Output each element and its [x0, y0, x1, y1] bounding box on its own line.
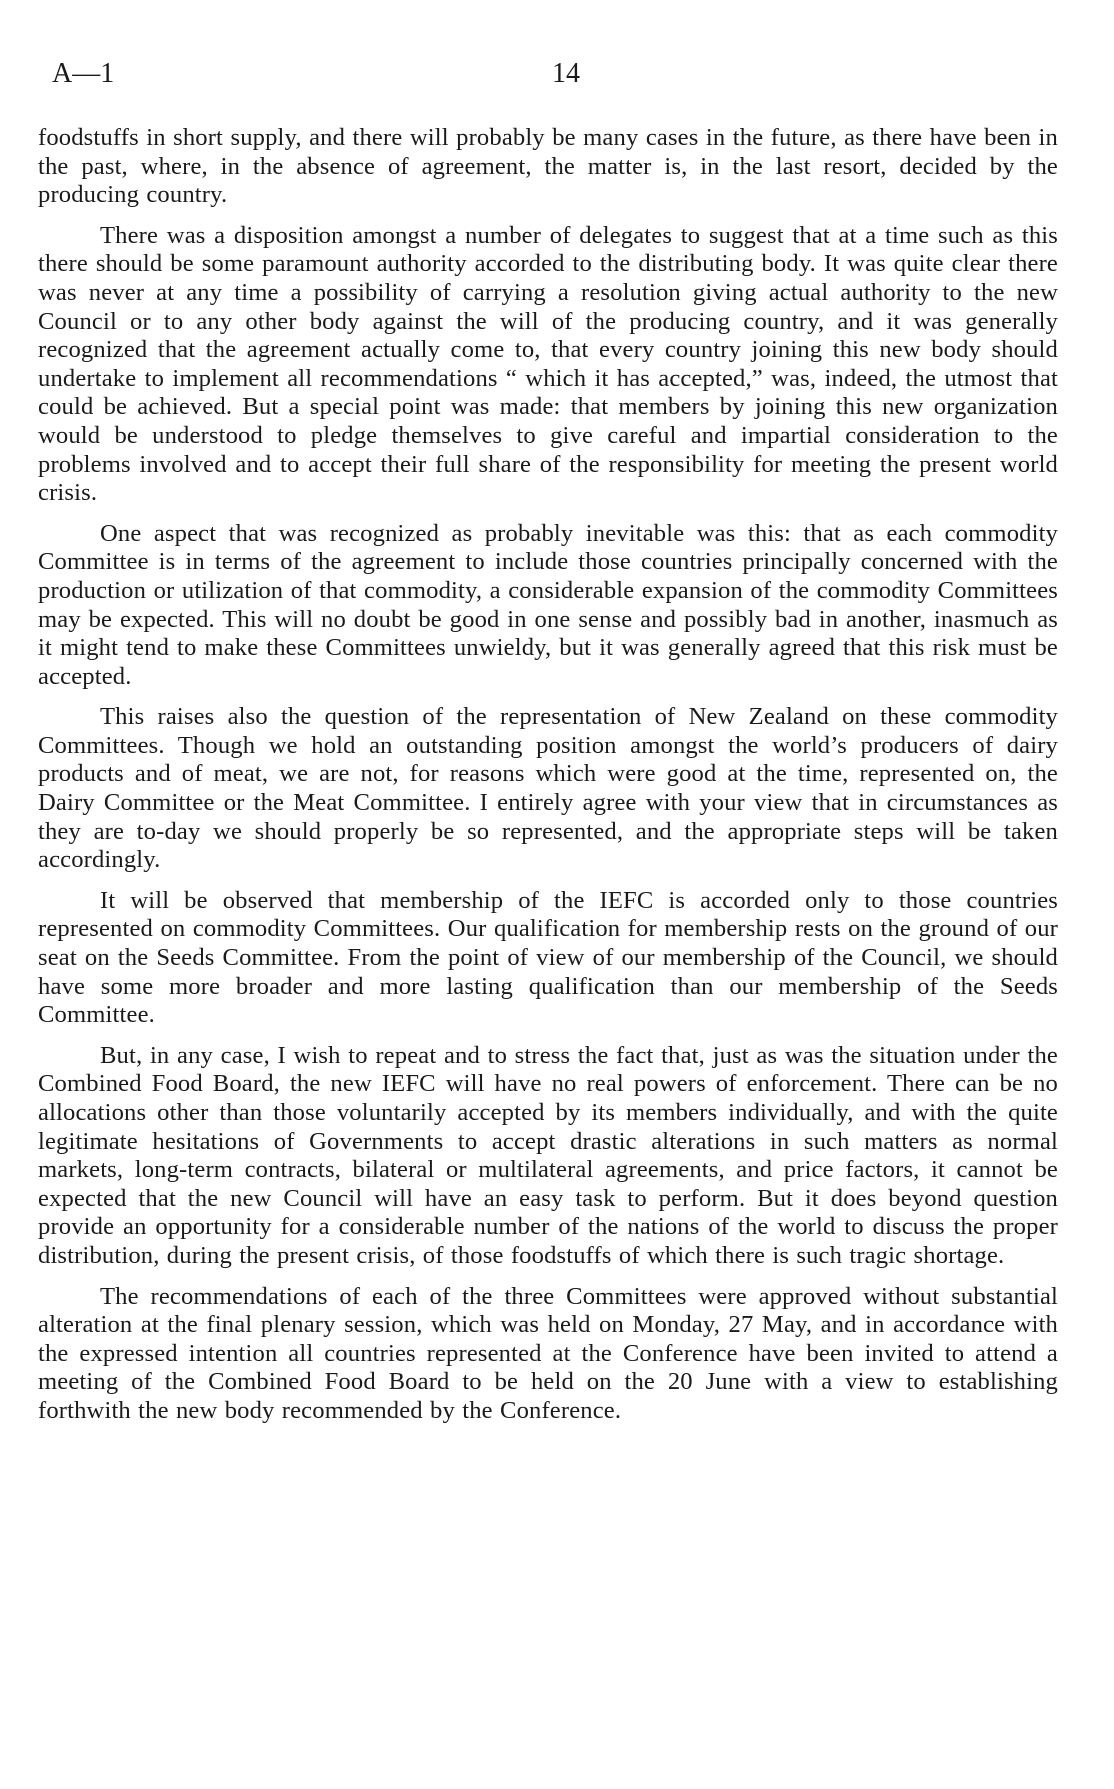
document-series-code: A—1	[52, 58, 115, 89]
paragraph-nz-representation: This raises also the question of the representation of New Zealand on these commodity Committees. Though we hold an outstanding position amongst the world’s producers of dairy products and of meat, we are not, for reasons which were good at the time, represented on, the Dairy Committee or the Meat Committee. I entirely agree with your view that in circumstances as they are to-day we should properly be so represented, and the appropriate steps will be taken accordingly.	[38, 703, 1058, 874]
running-header	[38, 58, 1058, 102]
paragraph-paramount-authority: There was a disposition amongst a number of delegates to suggest that at a time such as this there should be some paramount authority accorded to the distributing body. It was quite clear there was never at any time a possibility of carrying a resolution giving actual authority to the new Council or to any other body against the will of the producing country, and it was generally recognized that the agreement actually come to, that every country joining this new body should undertake to implement all recommendations “ which it has accepted,” was, indeed, the utmost that could be achieved. But a special point was made: that members by joining this new organization would be understood to pledge themselves to give careful and impartial consideration to the problems involved and to accept their full share of the responsibility for meeting the present world crisis.	[38, 221, 1058, 507]
paragraph-recommendations-approved: The recommendations of each of the three Committees were approved without substantial alteration at the final plenary session, which was held on Monday, 27 May, and in accordance with the expressed intention all countries represented at the Conference have been invited to attend a meeting of the Combined Food Board to be held on the 20 June with a view to establishing forthwith the new body recommended by the Conference.	[38, 1282, 1058, 1424]
body-text	[38, 124, 1058, 1438]
document-page	[38, 58, 1058, 1424]
paragraph-committee-expansion: One aspect that was recognized as probably inevitable was this: that as each commodity Committee is in terms of the agreement to include those countries principally concerned with the production or utilization of that commodity, a considerable expansion of the commodity Committees may be expected. This will no doubt be good in one sense and possibly bad in another, inasmuch as it might tend to make these Committees unwieldy, but it was generally agreed that this risk must be accepted.	[38, 519, 1058, 690]
paragraph-continuation: foodstuffs in short supply, and there will probably be many cases in the future, as there have been in the past, where, in the absence of agreement, the matter is, in the last resort, decided by the producing country.	[38, 124, 1058, 209]
page-number: 14	[552, 58, 580, 89]
paragraph-no-enforcement: But, in any case, I wish to repeat and to stress the fact that, just as was the situation under the Combined Food Board, the new IEFC will have no real powers of enforcement. There can be no allocations other than those voluntarily accepted by its members individually, and with the quite legitimate hesitations of Governments to accept drastic alterations in such matters as normal markets, long-term contracts, bilateral or multilateral agreements, and price factors, it cannot be expected that the new Council will have an easy task to perform. But it does beyond question provide an opportunity for a considerable number of the nations of the world to discuss the proper distribution, during the present crisis, of those foodstuffs of which there is such tragic shortage.	[38, 1041, 1058, 1269]
paragraph-iefc-membership: It will be observed that membership of the IEFC is accorded only to those countries represented on commodity Committees. Our qualification for membership rests on the ground of our seat on the Seeds Committee. From the point of view of our membership of the Council, we should have some more broader and more lasting qualification than our membership of the Seeds Committee.	[38, 886, 1058, 1029]
